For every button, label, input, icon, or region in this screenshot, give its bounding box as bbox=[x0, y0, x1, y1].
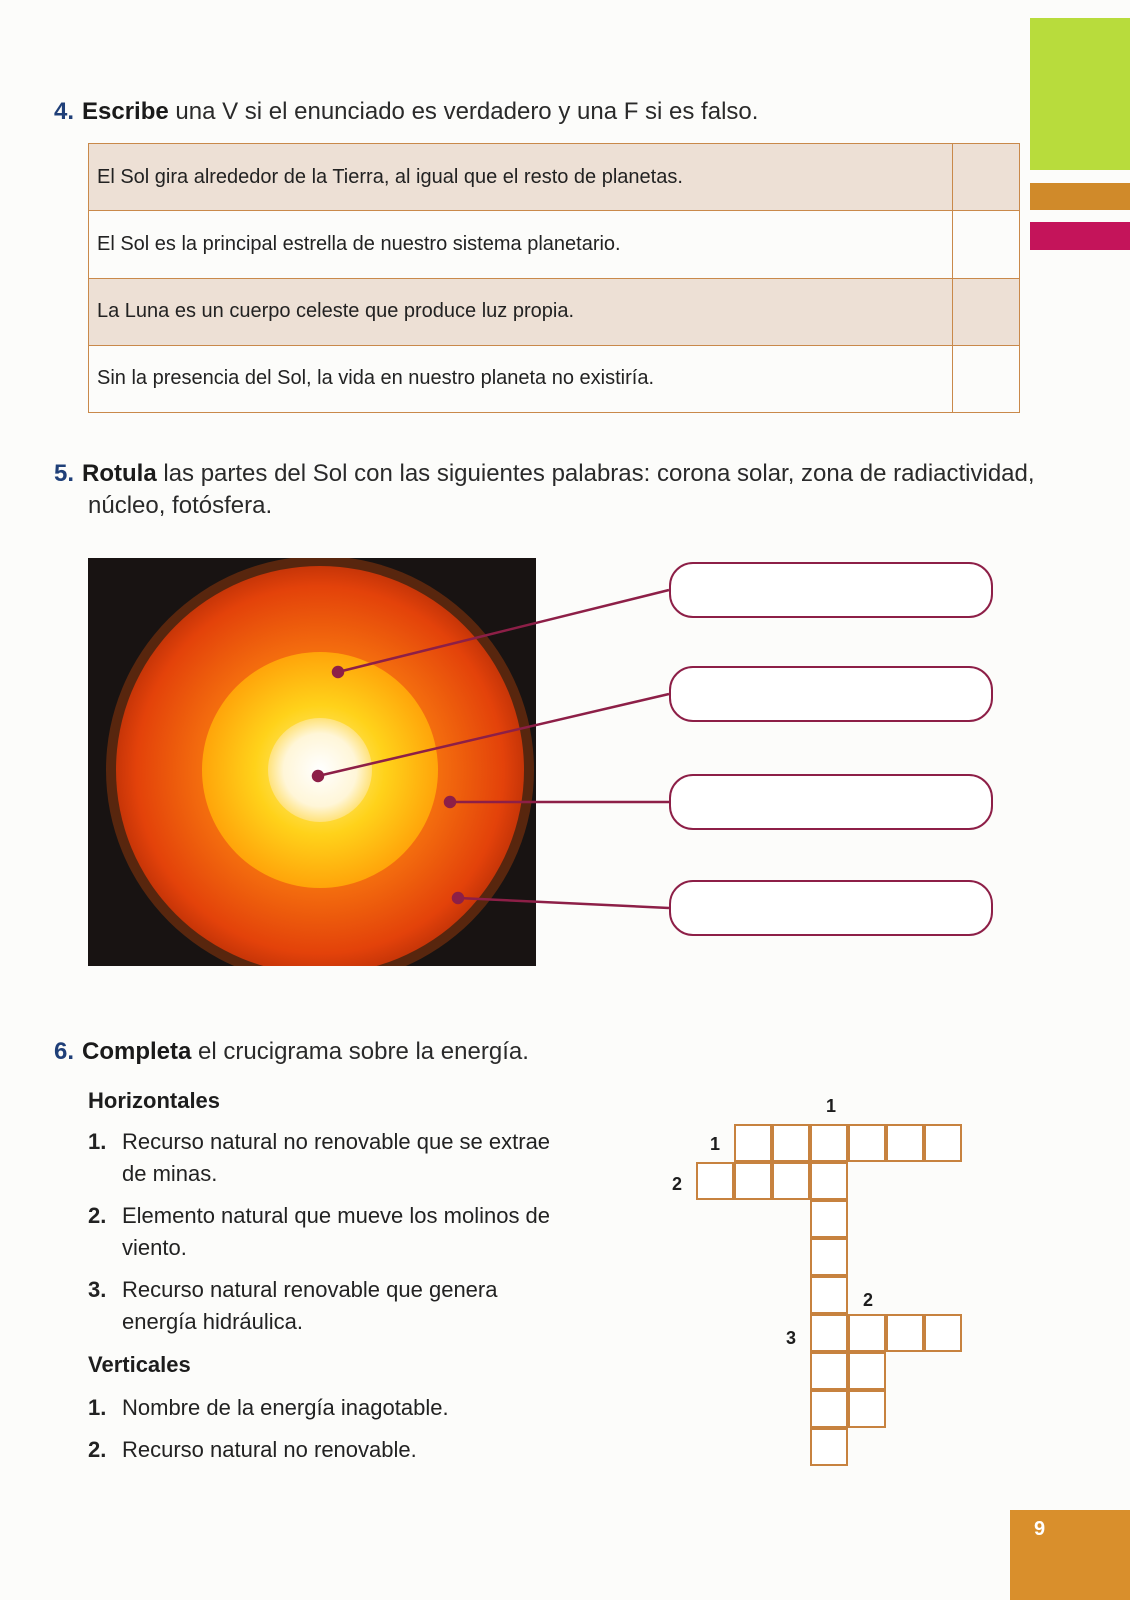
clue-text: Recurso natural no renovable. bbox=[122, 1437, 417, 1462]
clue-horizontal-3 bbox=[88, 1274, 608, 1338]
exercise-number: 6. bbox=[54, 1038, 75, 1065]
statement: El Sol gira alrededor de la Tierra, al igual que el resto de planetas. bbox=[89, 144, 953, 211]
crossword-cell[interactable] bbox=[772, 1162, 810, 1200]
crossword-cell[interactable] bbox=[886, 1314, 924, 1352]
crossword-cell[interactable] bbox=[810, 1200, 848, 1238]
exercise-instruction: el crucigrama sobre la energía. bbox=[191, 1038, 529, 1065]
exercise-verb: Completa bbox=[82, 1038, 192, 1065]
clue-text: Elemento natural que mueve los molinos de bbox=[122, 1203, 551, 1228]
crossword-cell[interactable] bbox=[810, 1238, 848, 1276]
exercise-6-title bbox=[54, 1036, 529, 1068]
exercise-instruction: una V si el enunciado es verdadero y una F si es falso. bbox=[168, 98, 759, 125]
crossword-cell[interactable] bbox=[810, 1390, 848, 1428]
crossword-cell[interactable] bbox=[696, 1162, 734, 1200]
clue-text-cont: viento. bbox=[122, 1235, 187, 1260]
page-number-box bbox=[1010, 1510, 1130, 1600]
clue-text-cont: de minas. bbox=[122, 1161, 218, 1186]
crossword-number-h3: 3 bbox=[786, 1328, 797, 1348]
clue-vertical-2 bbox=[88, 1434, 608, 1466]
crossword-number-v2: 2 bbox=[863, 1290, 874, 1310]
crossword-cell[interactable] bbox=[810, 1314, 848, 1352]
clue-number: 3. bbox=[88, 1277, 107, 1302]
clue-number: 1. bbox=[88, 1395, 107, 1420]
crossword-cell[interactable] bbox=[848, 1390, 886, 1428]
exercise-number: 5. bbox=[54, 460, 75, 487]
clue-number: 2. bbox=[88, 1437, 107, 1462]
exercise-number: 4. bbox=[54, 98, 75, 125]
crossword-cell[interactable] bbox=[924, 1124, 962, 1162]
verticales-heading: Verticales bbox=[88, 1352, 191, 1377]
crossword-number-v1: 1 bbox=[826, 1096, 837, 1116]
exercise-instruction: las partes del Sol con las siguientes palabras: corona solar, zona de radiactividad, bbox=[156, 460, 1035, 487]
label-box-1[interactable] bbox=[669, 562, 993, 618]
crossword-cell[interactable] bbox=[810, 1276, 848, 1314]
crossword-cell[interactable] bbox=[848, 1352, 886, 1390]
horizontales-heading: Horizontales bbox=[88, 1088, 221, 1113]
exercise-verb: Rotula bbox=[82, 460, 157, 487]
crossword-cell[interactable] bbox=[810, 1162, 848, 1200]
crossword-cell[interactable] bbox=[810, 1124, 848, 1162]
crossword-cell[interactable] bbox=[810, 1428, 848, 1466]
exercise-instruction-cont: núcleo, fotósfera. bbox=[88, 492, 273, 519]
clue-horizontal-1 bbox=[88, 1126, 608, 1190]
clue-text: Nombre de la energía inagotable. bbox=[122, 1395, 449, 1420]
clue-text-cont: energía hidráulica. bbox=[122, 1309, 304, 1334]
crossword-cell[interactable] bbox=[772, 1124, 810, 1162]
crossword-number-h1: 1 bbox=[710, 1134, 721, 1154]
exercise-verb: Escribe bbox=[82, 98, 169, 125]
crossword-cell[interactable] bbox=[734, 1162, 772, 1200]
crossword-cell[interactable] bbox=[886, 1124, 924, 1162]
clue-number: 1. bbox=[88, 1129, 107, 1154]
crossword-cell[interactable] bbox=[848, 1124, 886, 1162]
clue-horizontal-2 bbox=[88, 1200, 608, 1264]
label-box-2[interactable] bbox=[669, 666, 993, 722]
statement: La Luna es un cuerpo celeste que produce luz propia. bbox=[89, 278, 953, 345]
crossword-cell[interactable] bbox=[924, 1314, 962, 1352]
statement: El Sol es la principal estrella de nuestro sistema planetario. bbox=[89, 211, 953, 278]
label-box-4[interactable] bbox=[669, 880, 993, 936]
crossword-number-h2: 2 bbox=[672, 1174, 683, 1194]
crossword-cell[interactable] bbox=[734, 1124, 772, 1162]
crossword-cell[interactable] bbox=[848, 1314, 886, 1352]
clue-text: Recurso natural renovable que genera bbox=[122, 1277, 498, 1302]
page-number: 9 bbox=[1034, 1518, 1046, 1540]
label-box-3[interactable] bbox=[669, 774, 993, 830]
statement: Sin la presencia del Sol, la vida en nuestro planeta no existiría. bbox=[89, 345, 953, 412]
clue-text: Recurso natural no renovable que se extrae bbox=[122, 1129, 551, 1154]
clue-vertical-1 bbox=[88, 1392, 608, 1424]
clue-number: 2. bbox=[88, 1203, 107, 1228]
crossword-cell[interactable] bbox=[810, 1352, 848, 1390]
